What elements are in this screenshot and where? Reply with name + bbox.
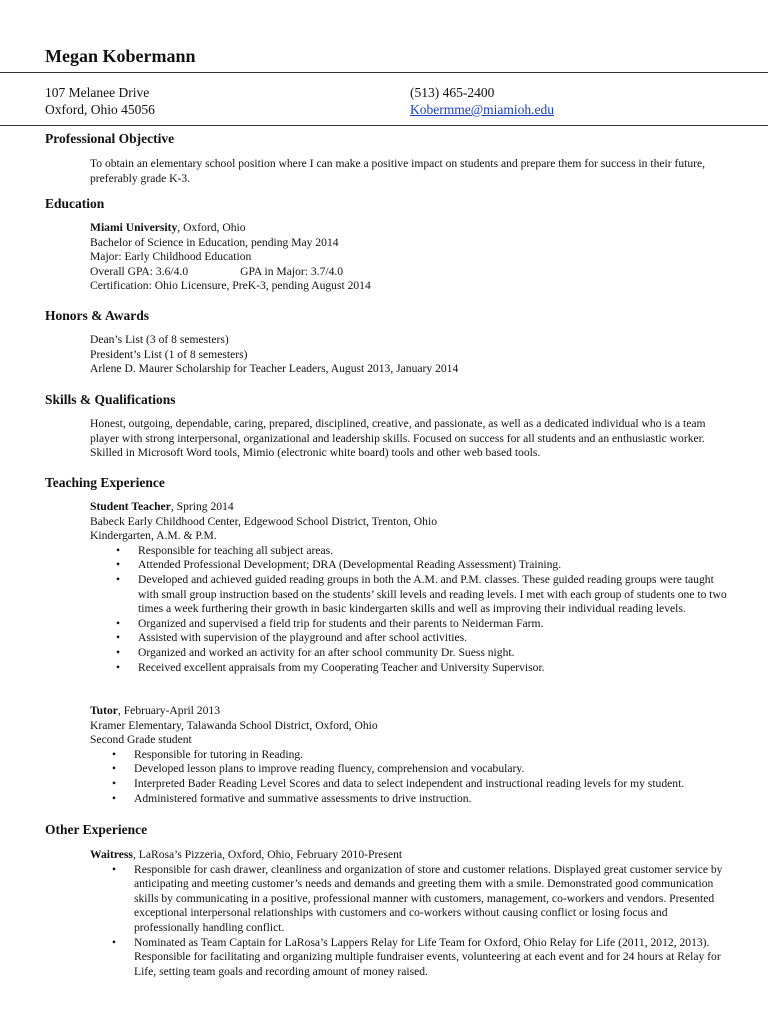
address-line-1: 107 Melanee Drive (45, 85, 150, 100)
job-title-line (90, 848, 730, 863)
list-item: • Responsible for tutoring in Reading. (110, 748, 730, 763)
list-item: • Organized and supervised a field trip for students and their parents to Neiderman Farm. (114, 617, 730, 632)
header-divider (0, 72, 768, 73)
education-block (90, 221, 730, 294)
job-class: Second Grade student (90, 733, 192, 747)
section-heading-education: Education (45, 196, 105, 211)
list-item: • Developed and achieved guided reading groups in both the A.M. and P.M. classes. These guided reading groups were taught with small group instruction based on the students’ skill levels and reading levels. I met with each group of students one to two times a week furthering their growth in basic kindergarten skills and well as improving their individual reading levels. (114, 573, 730, 617)
gpa-line (90, 265, 730, 280)
other-job-waitress (90, 848, 730, 979)
list-item: • Attended Professional Development; DRA (Developmental Reading Assessment) Training. (114, 558, 730, 573)
section-heading-honors: Honors & Awards (45, 308, 150, 323)
section-heading-teaching: Teaching Experience (45, 475, 165, 490)
section-heading-skills: Skills & Qualifications (45, 392, 176, 407)
job-details: , LaRosa’s Pizzeria, Oxford, Ohio, February 2010-Present (132, 848, 403, 861)
gpa-overall: Overall GPA: 3.6/4.0 (90, 264, 189, 278)
education-school-line (90, 221, 730, 236)
job-title: Student Teacher (90, 500, 171, 513)
job-date: , February-April 2013 (117, 704, 220, 717)
list-item: • Interpreted Bader Reading Level Scores and data to select independent and instructional reading levels for my student. (110, 777, 730, 792)
objective-text: To obtain an elementary school position where I can make a positive impact on students and prepare them for success in their future, preferably grade K-3. (90, 157, 706, 185)
list-item: • Developed lesson plans to improve reading fluency, comprehension and vocabulary. (110, 762, 730, 777)
certification: Certification: Ohio Licensure, PreK-3, pending August 2014 (90, 279, 371, 293)
honor-item: President’s List (1 of 8 semesters) (90, 347, 248, 361)
honor-item: Arlene D. Maurer Scholarship for Teacher Leaders, August 2013, January 2014 (90, 362, 459, 376)
section-heading-other: Other Experience (45, 822, 148, 837)
job-place: Kramer Elementary, Talawanda School District, Oxford, Ohio (90, 718, 378, 732)
phone-number: (513) 465-2400 (410, 85, 495, 100)
job-title-line (90, 704, 730, 719)
contact-divider (0, 125, 768, 126)
list-item: • Received excellent appraisals from my Cooperating Teacher and University Supervisor. (114, 661, 730, 676)
honors-list (90, 333, 730, 377)
email-link[interactable]: Kobermme@miamioh.edu (410, 102, 555, 117)
job-title: Tutor (90, 704, 118, 717)
address-line-2: Oxford, Ohio 45056 (45, 102, 155, 117)
gpa-major: GPA in Major: 3.7/4.0 (240, 264, 344, 278)
resume-name: Megan Kobermann (45, 46, 196, 66)
list-item: • Responsible for cash drawer, cleanliness and organization of store and customer relations. Displayed great customer service by anticipating and meeting customer’s needs and demands and greeting them with a smile. Demonstrated good communication skills by communicating in a positive, professional manner with customers, management, co-workers and vendors. Presented exceptional interpersonal relationships with customers and co-workers without causing conflict or losing focus and professionally handling conflict. (110, 863, 730, 936)
list-item: • Nominated as Team Captain for LaRosa’s Lappers Relay for Life Team for Oxford, Ohio Relay for Life (2011, 2012, 2013). Responsible for facilitating and organizing multiple fundraiser events, volunteering at each event and for 24 hours at Relay for Life, setting team goals and recording amount of money raised. (110, 936, 730, 980)
teaching-job-student-teacher (90, 500, 730, 675)
school-name: Miami University (90, 221, 178, 234)
job-place: Babeck Early Childhood Center, Edgewood School District, Trenton, Ohio (90, 514, 437, 528)
job-title-line (90, 500, 730, 515)
job-bullets (110, 748, 730, 806)
job-bullets (110, 863, 730, 980)
list-item: • Responsible for teaching all subject areas. (114, 544, 730, 559)
honor-item: Dean’s List (3 of 8 semesters) (90, 333, 229, 346)
section-heading-objective: Professional Objective (45, 131, 175, 146)
degree: Bachelor of Science in Education, pending May 2014 (90, 235, 339, 249)
job-title: Waitress (90, 848, 133, 861)
contact-block (410, 84, 554, 118)
job-bullets (114, 544, 730, 675)
job-date: , Spring 2014 (170, 500, 234, 513)
skills-text: Honest, outgoing, dependable, caring, prepared, disciplined, creative, and passionate, as well as a dedicated individual who is a team player with strong interpersonal, organizational and leadership skills. Focused on success for all students and an enthusiastic worker. Skilled in Microsoft Word tools, Mimio (electronic white board) tools and other web based tools. (90, 417, 706, 460)
address-block (45, 84, 155, 118)
list-item: • Organized and worked an activity for an after school community Dr. Suess night. (114, 646, 730, 661)
job-class: Kindergarten, A.M. & P.M. (90, 529, 217, 543)
teaching-job-tutor (90, 704, 730, 806)
major: Major: Early Childhood Education (90, 250, 252, 264)
school-location: , Oxford, Ohio (177, 221, 246, 234)
list-item: • Assisted with supervision of the playground and after school activities. (114, 631, 730, 646)
list-item: • Administered formative and summative assessments to drive instruction. (110, 792, 730, 807)
